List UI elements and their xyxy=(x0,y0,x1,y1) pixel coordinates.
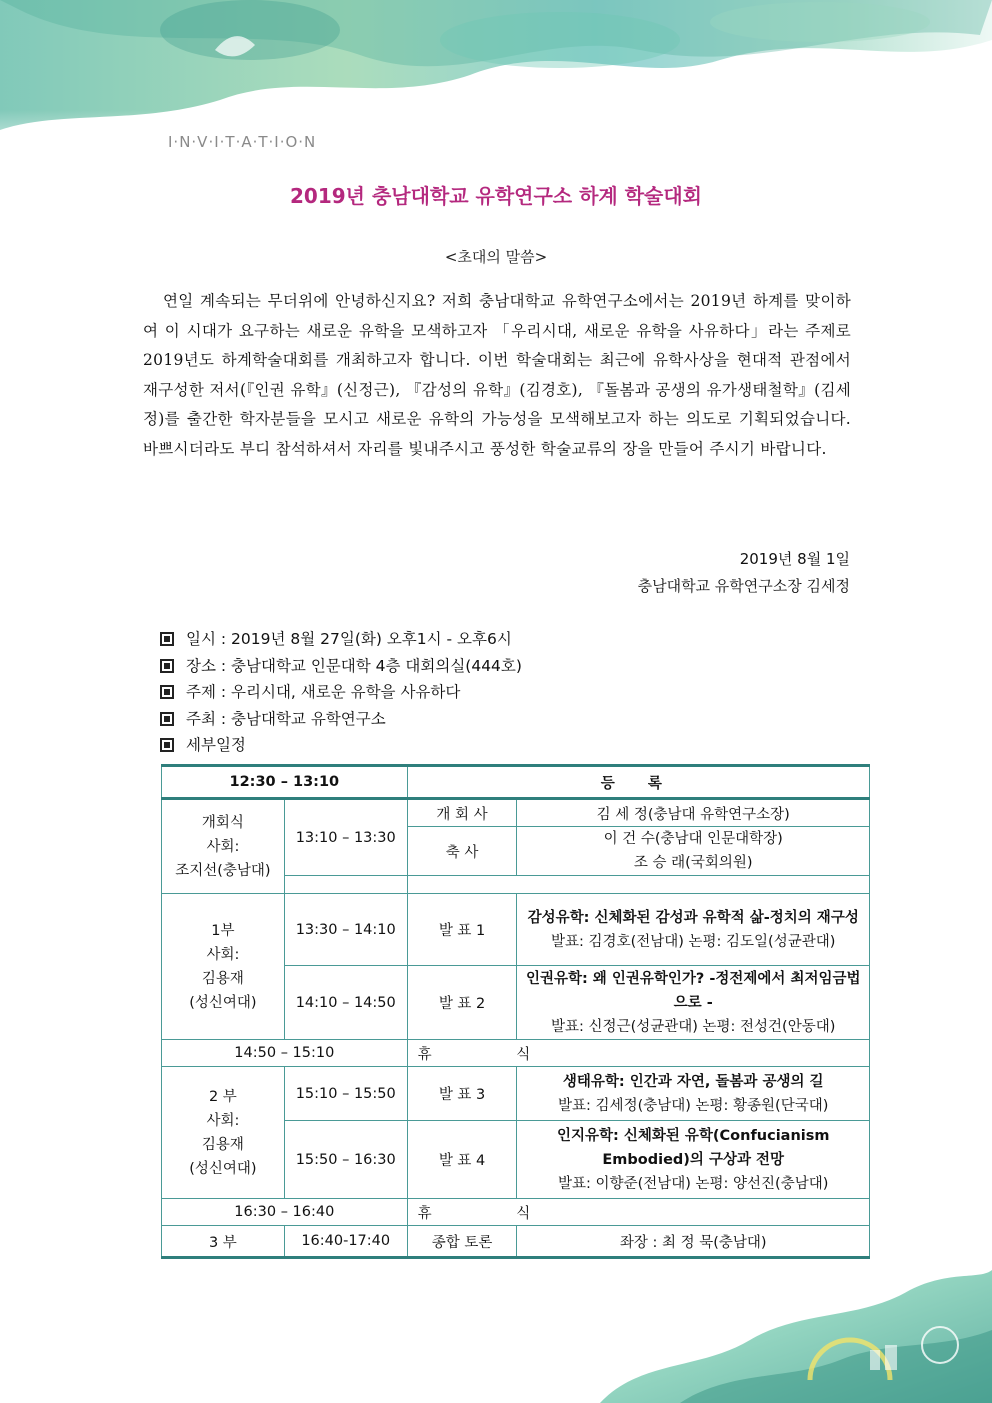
congrats-people: 이 건 수(충남대 인문대학장) 조 승 래(국회의원) xyxy=(517,827,870,876)
part3-chair: 좌장 : 최 정 묵(충남대) xyxy=(517,1226,870,1258)
part3-session: 3 부 xyxy=(162,1226,285,1258)
congrats-role: 축 사 xyxy=(407,827,517,876)
presentation4-label: 발 표 4 xyxy=(407,1121,517,1199)
presentation1-detail: 감성유학: 신체화된 감성과 유학적 삶-정치의 재구성 발표: 김경호(전남대) 논평: 김도일(성균관대) xyxy=(517,894,870,966)
part2-session: 2 부 사회: 김용재 (성신여대) xyxy=(162,1067,285,1199)
table-row xyxy=(162,1067,870,1121)
presentation2-label: 발 표 2 xyxy=(407,966,517,1040)
square-bullet-icon xyxy=(160,659,174,673)
part1-session: 1부 사회: 김용재 (성신여대) xyxy=(162,894,285,1040)
break1-time: 14:50 – 15:10 xyxy=(162,1040,408,1067)
info-item-date: 일시 : 2019년 8월 27일(화) 오후1시 - 오후6시 xyxy=(160,626,522,653)
presentation2-time: 14:10 – 14:50 xyxy=(284,966,407,1040)
table-row xyxy=(162,1040,870,1067)
presentation3-label: 발 표 3 xyxy=(407,1067,517,1121)
break1-label: 휴 식 xyxy=(407,1040,869,1067)
opening-role: 개 회 사 xyxy=(407,799,517,827)
opening-person: 김 세 정(충남대 유학연구소장) xyxy=(517,799,870,827)
info-item-schedule: 세부일정 xyxy=(160,732,522,759)
square-bullet-icon xyxy=(160,738,174,752)
presentation2-detail: 인권유학: 왜 인권유학인가? -정전제에서 최저임금법으로 - 발표: 신정근(성균관대) 논평: 전성건(안동대) xyxy=(517,966,870,1040)
registration-label: 등 록 xyxy=(407,766,869,799)
square-bullet-icon xyxy=(160,712,174,726)
presentation4-time: 15:50 – 16:30 xyxy=(284,1121,407,1199)
event-info-list xyxy=(160,626,522,759)
letter-date: 2019년 8월 1일 xyxy=(739,550,850,568)
watercolor-footer-decoration xyxy=(560,1250,992,1403)
break2-label: 휴 식 xyxy=(407,1199,869,1226)
table-row xyxy=(162,799,870,827)
registration-time: 12:30 – 13:10 xyxy=(162,766,408,799)
info-item-host: 주최 : 충남대학교 유학연구소 xyxy=(160,706,522,733)
page-title: 2019년 충남대학교 유학연구소 하계 학술대회 xyxy=(290,184,702,208)
presentation4-detail: 인지유학: 신체화된 유학(Confucianism Embodied)의 구상과 전망 발표: 이향준(전남대) 논평: 양선진(충남대) xyxy=(517,1121,870,1199)
presentation1-label: 발 표 1 xyxy=(407,894,517,966)
info-item-venue: 장소 : 충남대학교 인문대학 4층 대회의실(444호) xyxy=(160,653,522,680)
part3-label: 종합 토론 xyxy=(407,1226,517,1258)
break2-time: 16:30 – 16:40 xyxy=(162,1199,408,1226)
table-row xyxy=(162,766,870,799)
square-bullet-icon xyxy=(160,685,174,699)
schedule-table xyxy=(161,764,870,1259)
watercolor-header-decoration xyxy=(0,0,992,170)
table-row xyxy=(162,1199,870,1226)
letter-signatory: 충남대학교 유학연구소장 김세정 xyxy=(637,577,850,595)
invitation-subtitle: <초대의 말씀> xyxy=(444,248,548,266)
presentation3-detail: 생태유학: 인간과 자연, 돌봄과 공생의 길 발표: 김세정(충남대) 논평: 황종원(단국대) xyxy=(517,1067,870,1121)
presentation3-time: 15:10 – 15:50 xyxy=(284,1067,407,1121)
table-row xyxy=(162,894,870,966)
invitation-letter: 연일 계속되는 무더위에 안녕하신지요? 저희 충남대학교 유학연구소에서는 2019년 하계를 맞이하여 이 시대가 요구하는 새로운 유학을 모색하고자 「우리시대, 새로운 유학을 사유하다」라는 주제로 2019년도 하계학술대회를 개최하고자 합니다. 이번 학술대회는 최근에 유학사상을 현대적 관점에서 재구성한 저서(『인권 유학』(신정근), 『감성의 유학』(김경호), 『돌봄과 공생의 유가생태철학』(김세정)를 출간한 학자분들을 모시고 새로운 유학의 가능성을 모색해보고자 하는 의도로 기획되었습니다. 바쁘시더라도 부디 참석하셔서 자리를 빛내주시고 풍성한 학술교류의 장을 만들어 주시기 바랍니다. xyxy=(143,292,851,458)
opening-time: 13:10 – 13:30 xyxy=(284,799,407,876)
presentation1-time: 13:30 – 14:10 xyxy=(284,894,407,966)
info-item-theme: 주제 : 우리시대, 새로운 유학을 사유하다 xyxy=(160,679,522,706)
invitation-heading: I·N·V·I·T·A·T·I·O·N xyxy=(168,133,317,151)
opening-session: 개회식 사회: 조지선(충남대) xyxy=(162,799,285,894)
part3-time: 16:40-17:40 xyxy=(284,1226,407,1258)
square-bullet-icon xyxy=(160,632,174,646)
